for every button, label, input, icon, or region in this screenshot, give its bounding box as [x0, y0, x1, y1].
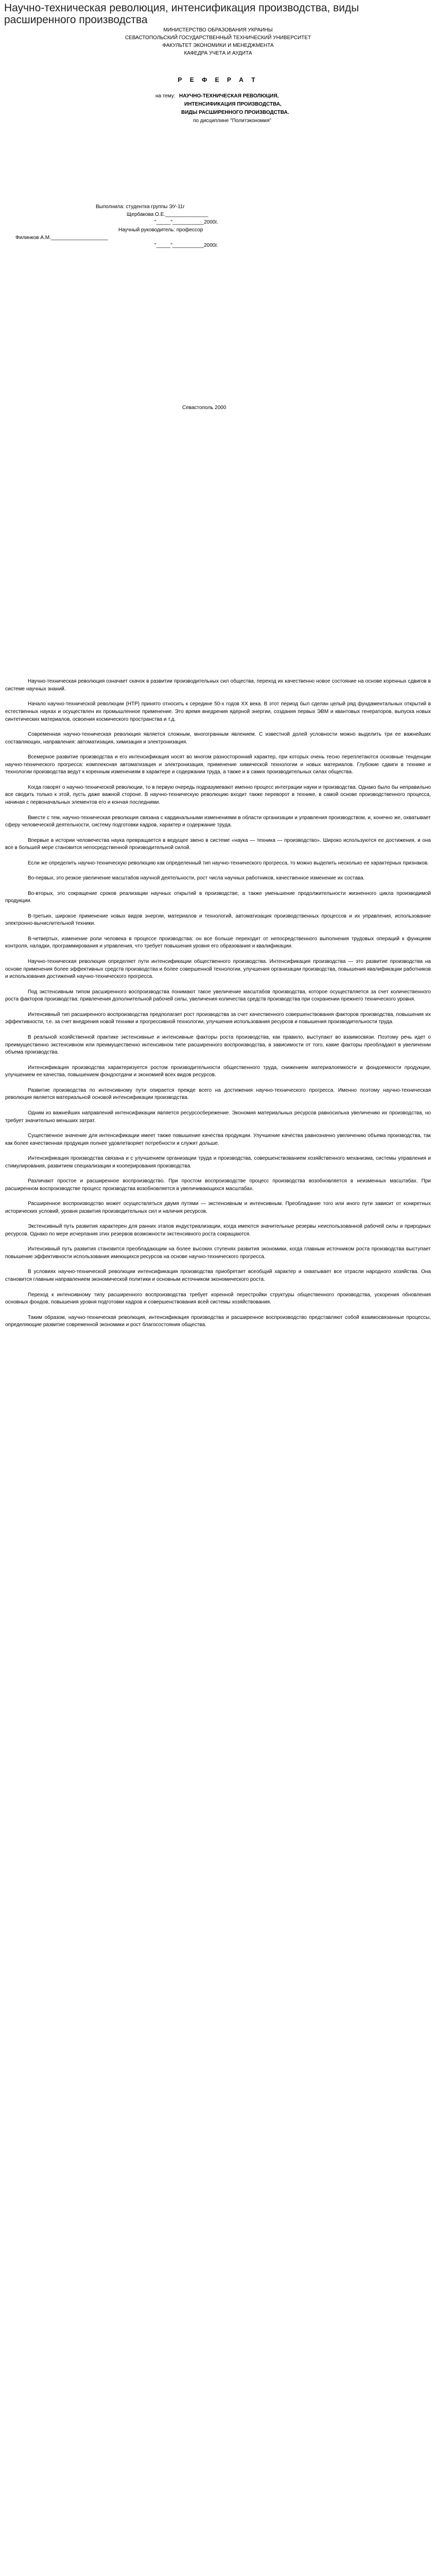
author-name: Щербакова О.Е._______________ [127, 212, 208, 217]
body-paragraph: В реальной хозяйственной практике экстенсивные и интенсивные факторы роста производства, как правило, выступают во взаимосвязи. Поэтому речь идет о преимущественно экстенсивном или преимущественно интенсивном типе расширенного воспроизводства, в зависимости от того, какие факторы преобладают в увеличении объема производства. [5, 1034, 431, 1056]
referat-heading: Р Е Ф Е Р А Т [178, 76, 258, 83]
body-paragraph: Современная научно-техническая революция является сложным, многогранным явлением. С известной долей условности можно выделить три ее важнейших составляющих, направления: автоматизация, химизация и электронизация. [5, 731, 431, 745]
body-paragraph: Интенсификация производства связана и с улучшением организации труда и производства, совершенствованием хозяйственного механизма, системы управления и стимулирования, развитием специализации и кооперирования производства. [5, 1155, 431, 1169]
body-paragraph: Научно-техническая революция определяет пути интенсификации общественного производства. Интенсификация производства — это развитие производства на основе применения более эффективных средств производства и более совершенной технологии, улучшения организации производства, повышения квалификации работников и использования достижений научно-технического прогресса. [5, 958, 431, 980]
body-paragraph: Развитие производства по интенсивному пути опирается прежде всего на достижения научно-технического прогресса. Именно поэтому научно-техническая революция является материальной основой интенсификации производства. [5, 1087, 431, 1101]
essay-body [5, 678, 431, 1337]
ministry-line: МИНИСТЕРСТВО ОБРАЗОВАНИЯ УКРАИНЫ [163, 27, 273, 33]
body-paragraph: Интенсификация производства характеризуется ростом производительности общественного труда, снижением материалоемкости и фондоемкости продукции, улучшением ее качества, повышением фондоотдачи и экономией всех видов ресурсов. [5, 1064, 431, 1078]
body-paragraph: Под экстенсивным типом расширенного воспроизводства понимают такое увеличение масштабов производства, которое осуществляется за счет количественного роста факторов производства: привлечения дополнительной рабочей силы, увеличения количества средств производства при сохранении прежнего технического уровня. [5, 989, 431, 1003]
city-year: Севастополь 2000 [182, 405, 226, 411]
body-paragraph: Во-вторых, это сокращение сроков реализации научных открытий в производстве, а также уменьшение продолжительности жизненного цикла производимой продукции. [5, 890, 431, 904]
body-paragraph: Начало научно-технической революции (НТР) принято относить к середине 50-х годов XX века. В этот период был сделан целый ряд фундаментальных открытий в естественных науках и осуществлен их промышленное применение. Это время внедрения ядерной энергии, создания первых ЭВМ и квантовых генераторов, выпуска новых синтетических материалов, освоения космического пространства и т.д. [5, 701, 431, 722]
topic-line-1: НАУЧНО-ТЕХНИЧЕСКАЯ РЕВОЛЮЦИЯ, [179, 93, 279, 99]
author-performed: Выполнила: студентка группы ЭУ-11г [96, 204, 185, 210]
body-paragraph: В-четвертых, изменение роли человека в процессе производства: он все больше переходит от непосредственного выполнения трудовых операций к функциям контроля, наладки, программирования и управления, что требует повышения уровня его образования и квалификации. [5, 936, 431, 950]
body-paragraph: Когда говорят о научно-технической революции, то в первую очередь подразумевают именно процесс интеграции науки и производства. Однако было бы неправильно все сводить только к этой, пусть даже важной стороне. В научно-техническую революцию входит также переворот в технике, в самой основе производственного процесса, начиная с первоначальных элементов его и кончая последними. [5, 784, 431, 806]
supervisor-date: "_____"___________2000г. [154, 243, 218, 248]
supervisor-role: Научный руководитель: профессор [118, 227, 203, 233]
body-paragraph: Существенное значение для интенсификации имеет также повышение качества продукции. Улучшение качества равнозначно увеличению объема производства, так как более качественная продукция полнее удовлетворяет потребности и служит дольше. [5, 1132, 431, 1146]
body-paragraph: В-третьих, широкое применение новых видов энергии, материалов и технологий, автоматизация производственных процессов и их управления, использование электронно-вычислительной техники. [5, 913, 431, 927]
faculty-line: ФАКУЛЬТЕТ ЭКОНОМИКИ И МЕНЕДЖМЕНТА [162, 43, 274, 48]
body-paragraph: Всемерное развитие производства и его интенсификация носят во многом разносторонний характер, при которых очень тесно переплетаются основные тенденции научно-технического прогресса: комплексная автоматизация и электронизация, применение химической технологии и новых материалов. Глубокие сдвиги в технике и технологии производства ведут к коренным изменениям в характере и содержании труда, а также и в самих производительных силах общества. [5, 754, 431, 775]
body-paragraph: Различают простое и расширенное воспроизводство. При простом воспроизводстве процесс производства возобновляется в неизменных масштабах. При расширенном воспроизводстве процесс производства возобновляется в увеличивающихся масштабах. [5, 1178, 431, 1192]
body-paragraph: Расширенное воспроизводство может осуществляться двумя путями — экстенсивным и интенсивным. Преобладание того или иного пути зависит от конкретных исторических условий, уровня развития производительных сил и наличия ресурсов. [5, 1201, 431, 1214]
body-paragraph: Вместе с тем, научно-техническая революция связана с кардинальными изменениями в области организации и управления производством, и, конечно же, охватывает сферу человеческой деятельности, систему подготовки кадров, характер и содержание труда. [5, 815, 431, 828]
body-paragraph: Во-первых, это резкое увеличение масштабов научной деятельности, рост числа научных работников, качественное изменение их состава. [28, 875, 365, 882]
body-paragraph: Таким образом, научно-техническая революция, интенсификация производства и расширенное воспроизводство представляют собой взаимосвязанные процессы, определяющие развитие современной экономики и рост благосостояния общества. [5, 1314, 431, 1328]
body-paragraph: Экстенсивный путь развития характерен для ранних этапов индустриализации, когда имеются значительные резервы неиспользованной рабочей силы и природных ресурсов. Однако по мере исчерпания этих резервов возможности экстенсивного роста сокращаются. [5, 1224, 431, 1237]
topic-prefix: на тему: [155, 93, 176, 99]
discipline-line: по дисциплине "Политэкономия" [193, 118, 271, 124]
document-title: Научно-техническая революция, интенсификация производства, виды расширенного производства [4, 2, 359, 26]
body-paragraph: Одним из важнейших направлений интенсификации является ресурсосбережение. Экономия материальных ресурсов равносильна увеличению их производства, но требует значительно меньших затрат. [5, 1110, 431, 1124]
body-paragraph: Если же определить научно-техническую революцию как определенный тип научно-технического прогресса, то можно выделить несколько ее характерных признаков. [28, 860, 429, 866]
body-paragraph: Переход к интенсивному типу расширенного воспроизводства требует коренной перестройки структуры общественного производства, ускорения обновления основных фондов, повышения уровня подготовки кадров и совершенствования всей системы хозяйствования. [5, 1292, 431, 1306]
body-paragraph: Интенсивный тип расширенного воспроизводства предполагает рост производства за счет качественного совершенствования факторов производства, повышения их эффективности, т.е. за счет внедрения новой техники и прогрессивной технологии, улучшения использования ресурсов и повышения производительности труда. [5, 1011, 431, 1025]
body-paragraph: В условиях научно-технической революции интенсификация производства приобретает всеобщий характер и охватывает все отрасли народного хозяйства. Она становится главным направлением экономической политики и основным источником экономического роста. [5, 1269, 431, 1283]
topic-line-2: ИНТЕНСИФИКАЦИЯ ПРОИЗВОДСТВА, [184, 101, 282, 107]
body-paragraph: Впервые в истории человечества наука превращается в ведущее звено в системе «наука — техника — производство». Широко используются ее достижения, и она все в большей мере становится непосредственной производительной силой. [5, 837, 431, 851]
body-paragraph: Научно-техническая революция означает скачок в развитии производительных сил общества, переход их качественно новое состояние на основе коренных сдвигов в системе научных знаний. [5, 679, 431, 692]
topic-line-3: ВИДЫ РАСШИРЕННОГО ПРОИЗВОДСТВА. [181, 110, 289, 115]
supervisor-name: Филинков А.М.____________________ [15, 235, 109, 241]
university-line: СЕВАСТОПОЛЬСКИЙ ГОСУДАРСТВЕННЫЙ ТЕХНИЧЕСКИЙ УНИВЕРСИТЕТ [125, 35, 311, 41]
department-line: КАФЕДРА УЧЕТА И АУДИТА [184, 50, 252, 56]
author-date: "_____"___________2000г. [154, 219, 218, 225]
body-paragraph: Интенсивный путь развития становится преобладающим на более высоких ступенях развития экономики, когда главным источником роста производства выступает повышение эффективности использования имеющихся ресурсов на основе научно-технического прогресса. [5, 1246, 431, 1260]
